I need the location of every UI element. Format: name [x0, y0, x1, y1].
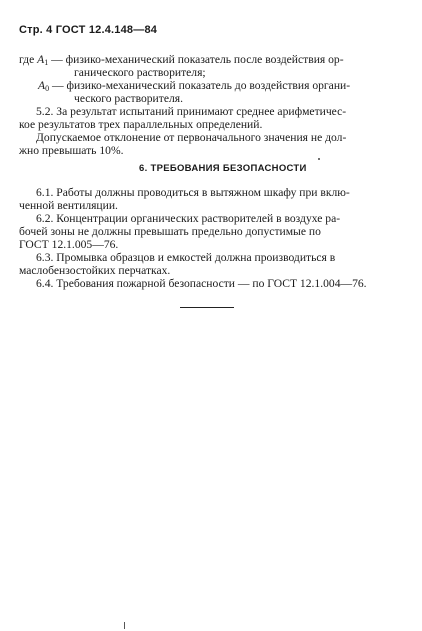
scan-mark: [124, 622, 125, 629]
symbol-a1: A: [37, 53, 45, 66]
symbol-a0-subscript: 0: [45, 84, 50, 93]
definition-a0-dash: —: [52, 79, 64, 92]
clause-6-1-line1: 6.1. Работы должны проводиться в вытяжном шкафу при вклю-: [36, 186, 350, 199]
clause-5-2-line3: Допускаемое отклонение от первоначального значения не дол-: [36, 131, 347, 144]
definition-a1-line2: ганического растворителя;: [74, 66, 206, 79]
definition-a0-text-line1: физико-механический показатель до воздействия органи-: [66, 79, 351, 92]
clause-6-4-line1: 6.4. Требования пожарной безопасности — по ГОСТ 12.1.004—76.: [36, 277, 367, 290]
page-header: Стр. 4 ГОСТ 12.4.148—84: [19, 24, 158, 36]
definition-a1-dash: —: [51, 53, 63, 66]
clause-6-2-line2: бочей зоны не должны превышать предельно допустимые по: [19, 225, 321, 238]
definition-a0-line2: ческого растворителя.: [74, 92, 183, 105]
end-rule: [180, 307, 234, 308]
clause-5-2-line4: жно превышать 10%.: [19, 144, 124, 157]
symbol-a0: A: [38, 79, 46, 92]
clause-6-2-line3: ГОСТ 12.1.005—76.: [19, 238, 119, 251]
symbol-a1-subscript: 1: [44, 58, 49, 67]
definition-a1-text-line1: физико-механический показатель после воздействия ор-: [65, 53, 344, 66]
section-title: 6. ТРЕБОВАНИЯ БЕЗОПАСНОСТИ: [139, 163, 307, 174]
clause-6-2-line1: 6.2. Концентрации органических растворителей в воздухе ра-: [36, 212, 341, 225]
clause-5-2-line1: 5.2. За результат испытаний принимают среднее арифметичес-: [36, 105, 347, 118]
clause-5-2-line2: кое результатов трех параллельных определений.: [19, 118, 263, 131]
clause-6-3-line1: 6.3. Промывка образцов и емкостей должна производиться в: [36, 251, 336, 264]
speck: [318, 158, 320, 160]
clause-6-1-line2: ченной вентиляции.: [19, 199, 118, 212]
where-word: где: [19, 53, 35, 66]
clause-6-3-line2: маслобензостойких перчатках.: [19, 264, 171, 277]
